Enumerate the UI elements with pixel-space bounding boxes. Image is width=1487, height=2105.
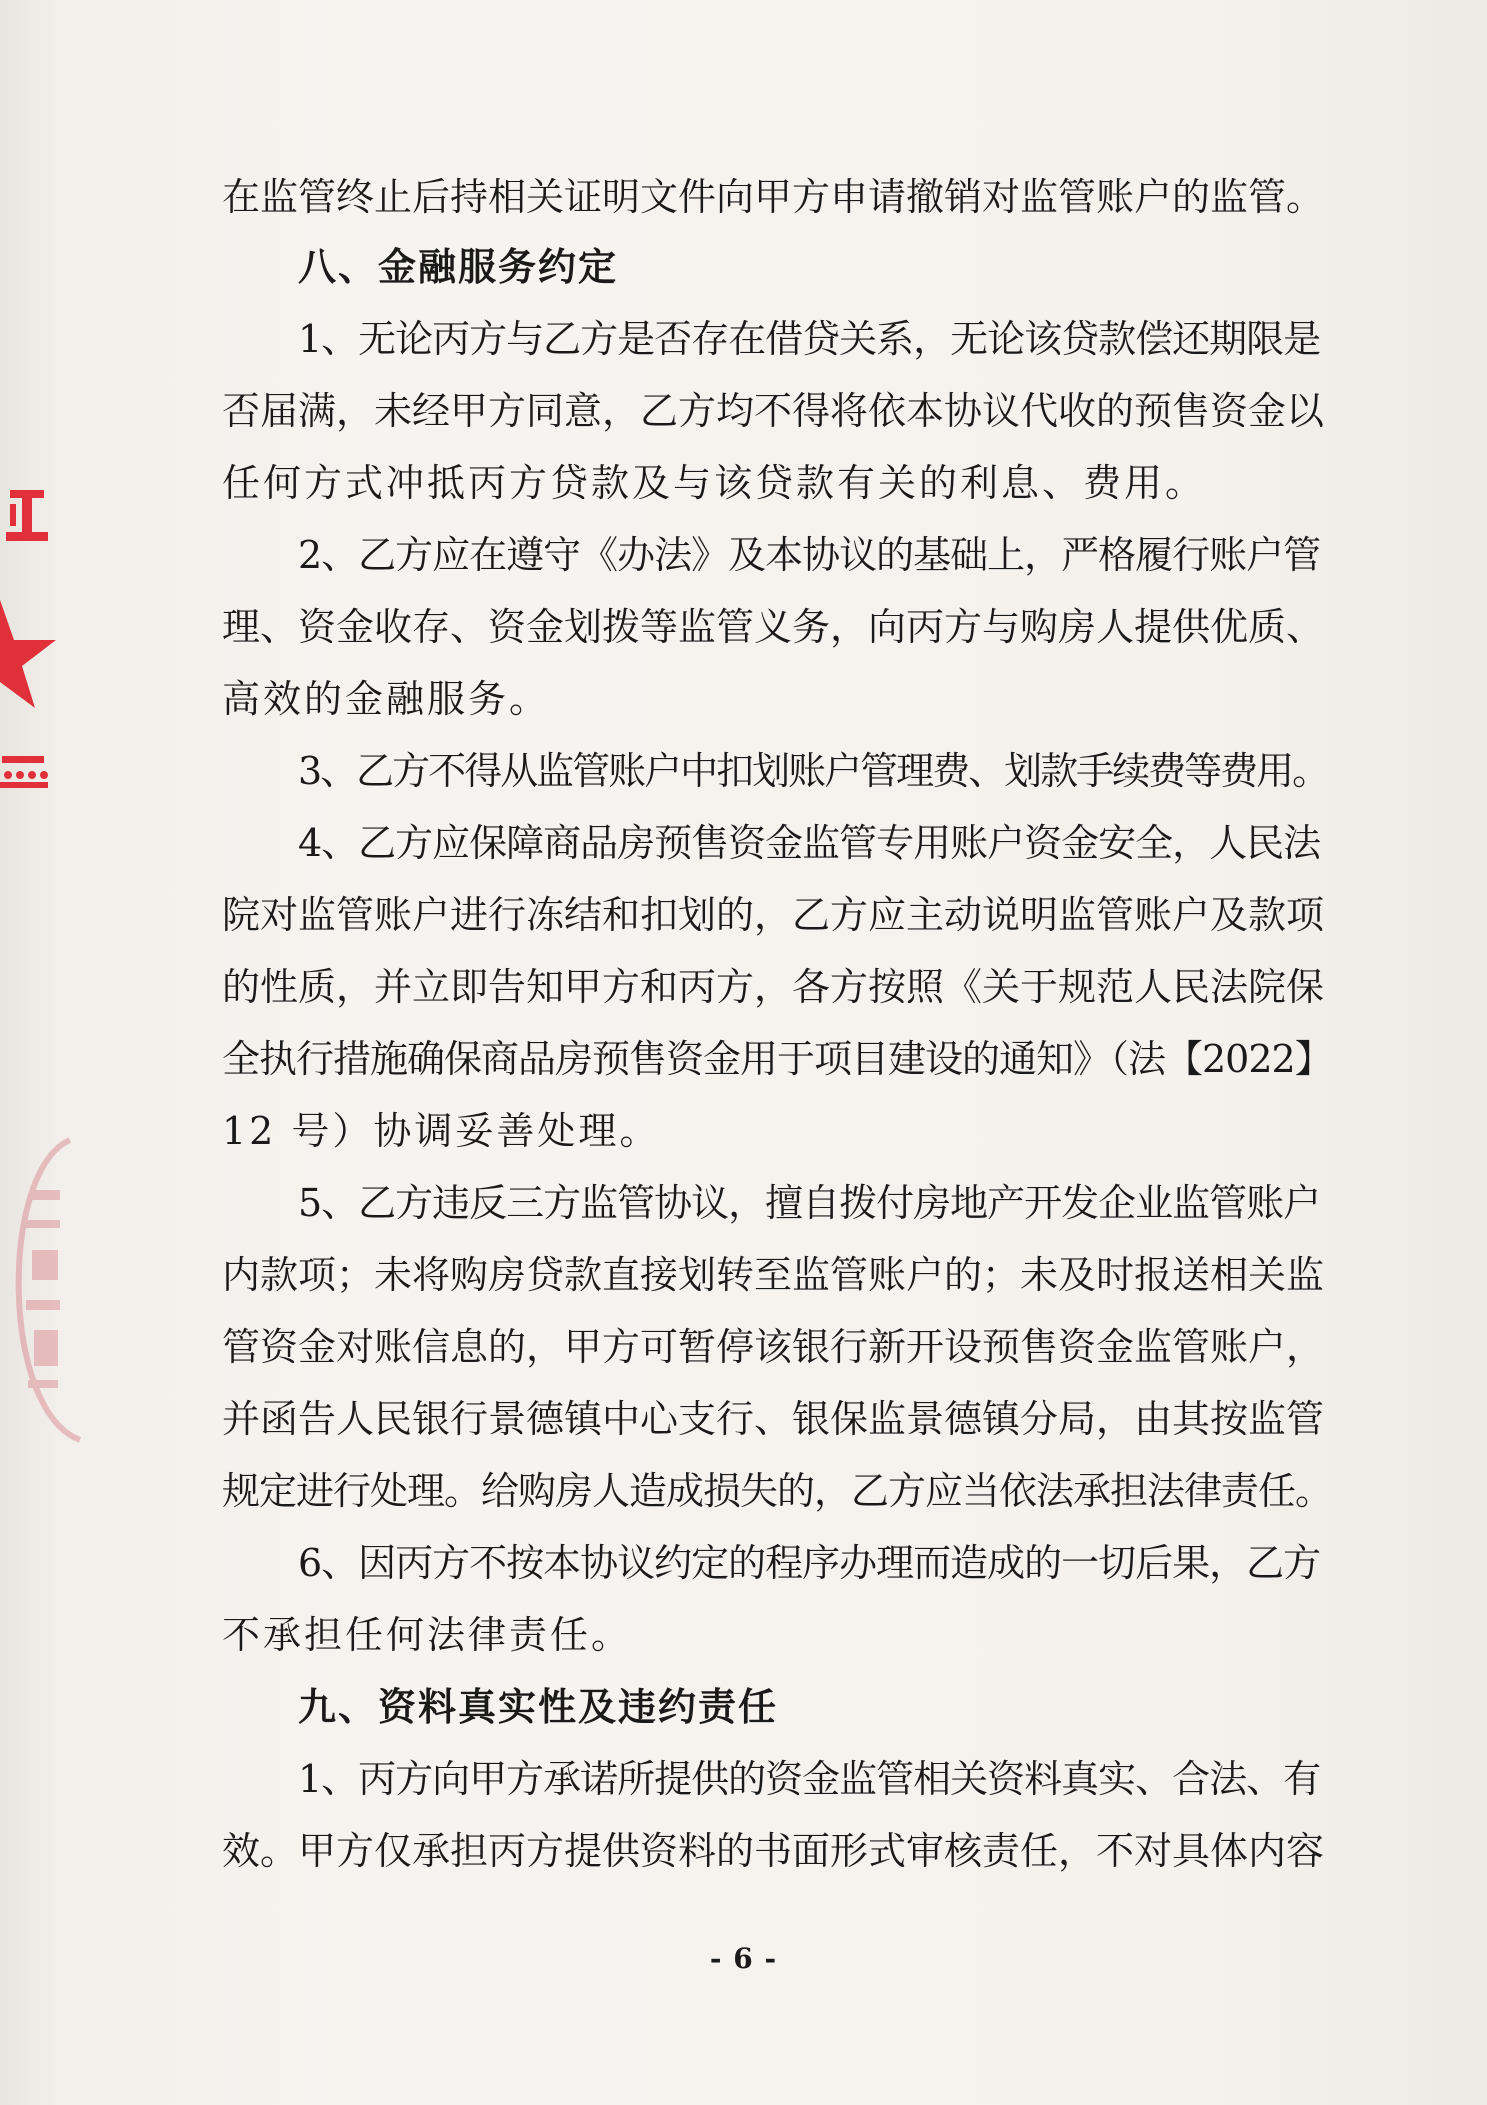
text-line: 12 号）协调妥善处理。 xyxy=(222,1109,661,1153)
text-line: 全执行措施确保商品房预售资金用于项目建设的通知》（法【2022】 xyxy=(222,1037,1332,1081)
text-line: 高效的金融服务。 xyxy=(222,677,551,721)
text-line: 否届满，未经甲方同意，乙方均不得将依本协议代收的预售资金以 xyxy=(222,389,1325,433)
text-line: 任何方式冲抵丙方贷款及与该贷款有关的利息、费用。 xyxy=(222,461,1207,505)
text-line: 效。甲方仅承担丙方提供资料的书面形式审核责任，不对具体内容 xyxy=(222,1829,1325,1873)
text-line: 规定进行处理。给购房人造成损失的，乙方应当依法承担法律责任。 xyxy=(222,1469,1333,1513)
text-line: 并函告人民银行景德镇中心支行、银保监景德镇分局，由其按监管 xyxy=(222,1397,1325,1441)
text-line: 1、丙方向甲方承诺所提供的资金监管相关资料真实、合法、有 xyxy=(298,1757,1321,1801)
text-line: 3、乙方不得从监管账户中扣划账户管理费、划款手续费等费用。 xyxy=(298,749,1329,793)
text-line: 院对监管账户进行冻结和扣划的，乙方应主动说明监管账户及款项 xyxy=(222,893,1325,937)
text-line: 的性质，并立即告知甲方和丙方，各方按照《关于规范人民法院保 xyxy=(222,965,1325,1009)
faint-seal-stamp xyxy=(0,1130,110,1450)
section-heading-8: 八、金融服务约定 xyxy=(298,244,619,289)
text-line: 4、乙方应保障商品房预售资金监管专用账户资金安全，人民法 xyxy=(298,821,1321,865)
text-line: 6、因丙方不按本协议约定的程序办理而造成的一切后果，乙方 xyxy=(298,1541,1321,1585)
text-line: 2、乙方应在遵守《办法》及本协议的基础上，严格履行账户管 xyxy=(298,533,1321,577)
text-line: 1、无论丙方与乙方是否存在借贷关系，无论该贷款偿还期限是 xyxy=(298,317,1321,361)
text-line: 在监管终止后持相关证明文件向甲方申请撤销对监管账户的监管。 xyxy=(222,175,1325,219)
section-heading-9: 九、资料真实性及违约责任 xyxy=(298,1684,779,1729)
text-line: 管资金对账信息的，甲方可暂停该银行新开设预售资金监管账户， xyxy=(222,1325,1325,1369)
text-line: 不承担任何法律责任。 xyxy=(222,1613,633,1657)
text-line: 内款项；未将购房贷款直接划转至监管账户的；未及时报送相关监 xyxy=(222,1253,1325,1297)
text-line: 5、乙方违反三方监管协议，擅自拨付房地产开发企业监管账户 xyxy=(298,1181,1321,1225)
text-line: 理、资金收存、资金划拨等监管义务，向丙方与购房人提供优质、 xyxy=(222,605,1325,649)
page-number: - 6 - xyxy=(709,1942,778,1975)
red-seal-stamp xyxy=(0,470,60,810)
